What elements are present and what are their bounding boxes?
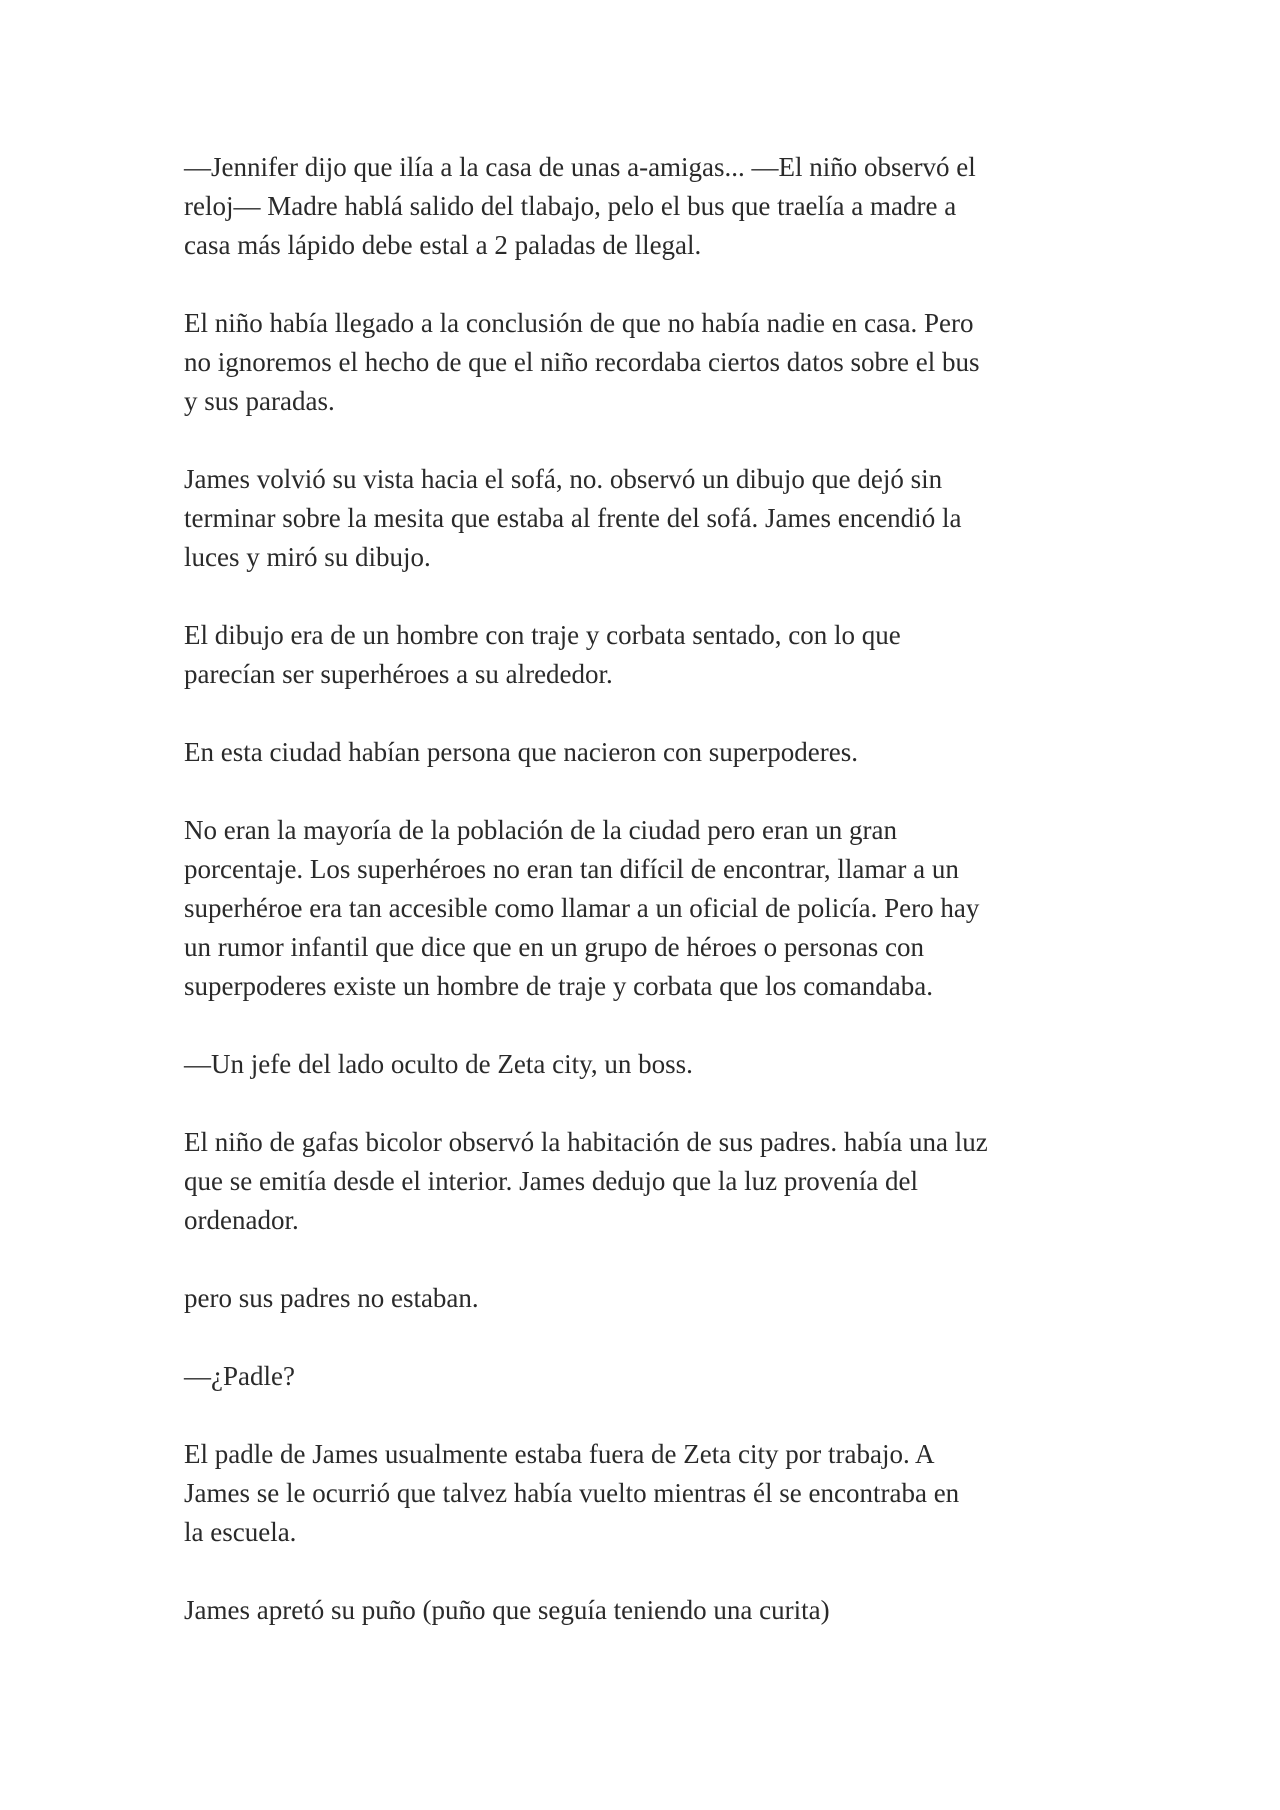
- paragraph: pero sus padres no estaban.: [184, 1283, 479, 1313]
- dialogue-line: —¿Padle?: [184, 1361, 295, 1391]
- paragraph: En esta ciudad habían persona que nacieron con superpoderes.: [184, 737, 858, 767]
- paragraph: El niño de gafas bicolor observó la habitación de sus padres. había una luz que se emitía desde el interior. James dedujo que la luz provenía del ordenador.: [184, 1127, 988, 1235]
- paragraph: No eran la mayoría de la población de la ciudad pero eran un gran porcentaje. Los superhéroes no eran tan difícil de encontrar, llamar a un superhéroe era tan accesible como llamar a un oficial de policía. Pero hay un rumor infantil que dice que en un grupo de héroes o personas con superpoderes existe un hombre de traje y corbata que los comandaba.: [184, 815, 980, 1001]
- paragraph: James apretó su puño (puño que seguía teniendo una curita): [184, 1595, 830, 1625]
- paragraph: El dibujo era de un hombre con traje y corbata sentado, con lo que parecían ser superhéroes a su alrededor.: [184, 620, 901, 689]
- paragraph: —Jennifer dijo que ilía a la casa de unas a-amigas... —El niño observó el reloj— Madre hablá salido del tlabajo, pelo el bus que traelía a madre a casa más lápido debe estal a 2 paladas de llegal.: [184, 152, 976, 260]
- paragraph: El niño había llegado a la conclusión de que no había nadie en casa. Pero no ignoremos el hecho de que el niño recordaba ciertos datos sobre el bus y sus paradas.: [184, 308, 980, 416]
- paragraph: El padle de James usualmente estaba fuera de Zeta city por trabajo. A James se le ocurrió que talvez había vuelto mientras él se encontraba en la escuela.: [184, 1439, 960, 1547]
- paragraph: James volvió su vista hacia el sofá, no. observó un dibujo que dejó sin terminar sobre la mesita que estaba al frente del sofá. James encendió la luces y miró su dibujo.: [184, 464, 962, 572]
- dialogue-line: —Un jefe del lado oculto de Zeta city, un boss.: [184, 1049, 693, 1079]
- document-page: [184, 148, 1124, 1669]
